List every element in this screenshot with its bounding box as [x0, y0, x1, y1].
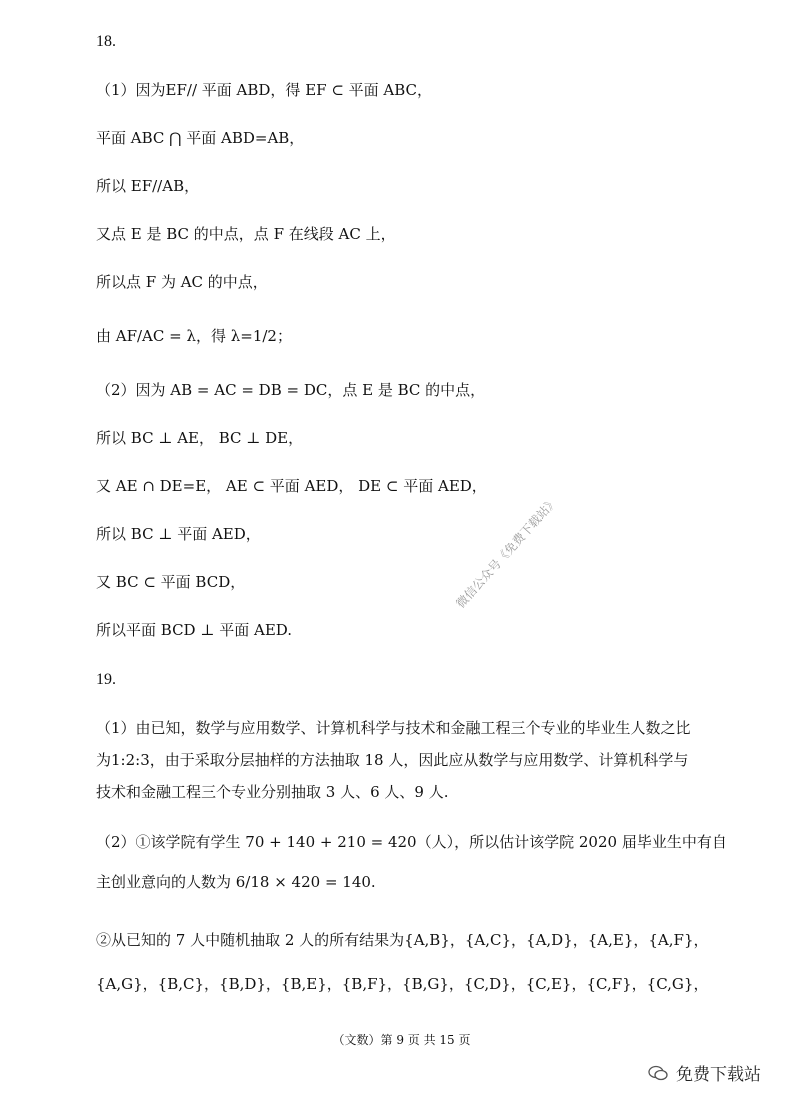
q18-line-8: 所以 BC ⊥ AE， BC ⊥ DE，	[96, 429, 304, 447]
q18-line-6: 由 AF/AC = λ，得 λ=1/2；	[96, 327, 292, 345]
q19-line-7: {A,G}，{B,C}，{B,D}，{B,E}，{B,F}，{B,G}，{C,D}，{C,E}，{C,F}，{C,G}，	[96, 975, 709, 993]
q18-line-4: 又点 E 是 BC 的中点，点 F 在线段 AC 上，	[96, 225, 396, 243]
question-18-number: 18.	[96, 33, 116, 50]
q19-line-2: 为1:2:3，由于采取分层抽样的方法抽取 18 人，因此应从数学与应用数学、计算机科学与	[96, 751, 689, 769]
q19-line-6: ②从已知的 7 人中随机抽取 2 人的所有结果为{A,B}，{A,C}，{A,D}，{A,E}，{A,F}，	[96, 931, 709, 949]
q18-line-2: 平面 ABC ⋂ 平面 ABD=AB，	[96, 129, 305, 147]
badge-label: 免费下载站	[676, 1065, 761, 1085]
q19-line-1: （1）由已知，数学与应用数学、计算机科学与技术和金融工程三个专业的毕业生人数之比	[96, 719, 691, 737]
page-footer: （文数）第 9 页 共 15 页	[332, 1033, 471, 1047]
q18-line-12: 所以平面 BCD ⊥ 平面 AED.	[96, 621, 293, 639]
q18-line-7: （2）因为 AB = AC = DB = DC，点 E 是 BC 的中点，	[96, 381, 486, 399]
q18-line-1: （1）因为EF// 平面 ABD，得 EF ⊂ 平面 ABC，	[96, 81, 433, 99]
q18-line-9: 又 AE ∩ DE=E， AE ⊂ 平面 AED， DE ⊂ 平面 AED，	[96, 477, 487, 495]
watermark-text: 微信公众号《免费下载站》	[453, 494, 561, 611]
q19-line-4: （2）①该学院有学生 70 + 140 + 210 = 420（人），所以估计该学院 2020 届毕业生中有自	[96, 833, 727, 851]
q18-line-3: 所以 EF//AB，	[96, 177, 200, 195]
question-19-number: 19.	[96, 671, 116, 688]
wechat-icon	[648, 1065, 668, 1081]
q18-line-11: 又 BC ⊂ 平面 BCD，	[96, 573, 246, 591]
q19-line-5: 主创业意向的人数为 6/18 × 420 = 140.	[96, 873, 376, 891]
source-badge	[648, 1060, 761, 1085]
q18-line-10: 所以 BC ⊥ 平面 AED，	[96, 525, 261, 543]
q19-line-3: 技术和金融工程三个专业分别抽取 3 人、6 人、9 人.	[96, 783, 449, 801]
q18-line-5: 所以点 F 为 AC 的中点，	[96, 273, 268, 291]
